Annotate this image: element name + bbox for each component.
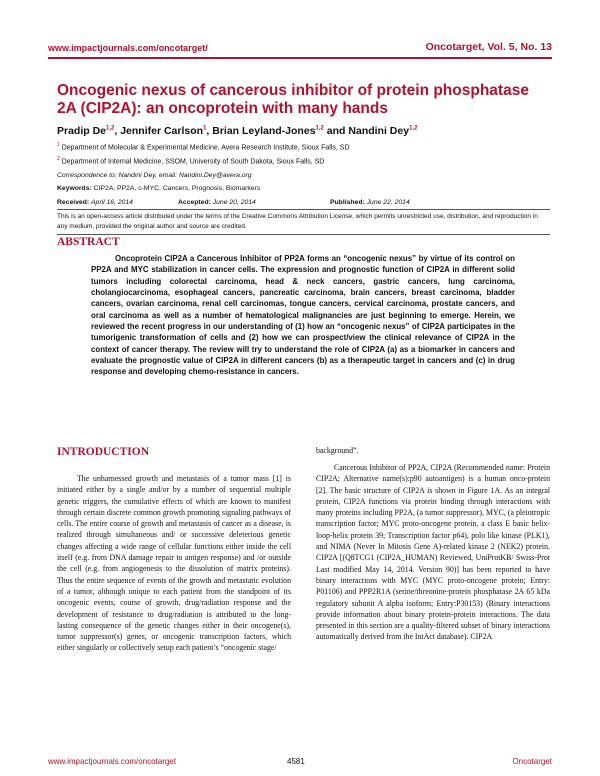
affiliation-number: 2 [57, 156, 60, 162]
footer-journal: Oncotarget [512, 757, 552, 766]
author-name: Jennifer Carlson [120, 125, 204, 137]
published-date [330, 199, 410, 206]
author-affiliation-mark: 1,2 [409, 125, 418, 132]
author-separator: and [323, 125, 349, 137]
author-affiliation-mark: 1,2 [315, 125, 324, 132]
abstract-heading: ABSTRACT [57, 236, 120, 248]
accepted-date [178, 199, 256, 206]
footer-url[interactable]: www.impactjournals.com/oncotarget [48, 757, 177, 766]
affiliation [57, 156, 324, 165]
keywords [57, 185, 260, 192]
header-journal-info: Oncotarget, Vol. 5, No. 13 [425, 41, 552, 53]
intro-column-2-continuation: background”. [316, 446, 359, 455]
affiliation-number: 1 [57, 142, 60, 148]
affiliation-text: Department of Molecular & Experimental Medicine, Avera Research Institute, Sioux Falls, SD [61, 144, 350, 152]
author-affiliation-mark: 1 [203, 125, 207, 132]
article-title: Oncogenic nexus of cancerous inhibitor of protein phosphatase 2A (CIP2A): an oncoprotein with many hands [57, 82, 529, 117]
received-date [57, 199, 133, 206]
correspondence-name: Nandini Dey, [118, 172, 158, 179]
license-statement: This is an open-access article distributed under the terms of the Creative Commons Attribution License, which permits unrestricted use, distribution, and reproduction in any medium, provided the original author and source are credited. [57, 213, 538, 230]
keywords-text: CIP2A, PP2A, c-MYC, Cancers, Prognosis, Biomarkers [93, 185, 261, 192]
intro-column-2: Cancerous Inhibitor of PP2A, CIP2A (Recommended name: Protein CIP2A; Alternative name(s):p90 autoantigen) is a human onco-protein [2]. The basic structure of CIP2A is shown in Figure 1A. As an integral protein, CIP2A functions via protein binding through interactions with many proteins including PP2A, (a tumor suppressor), MYC, (a pleiotropic transcription factor; MYC proto-oncogene protein, a class E basic helix-loop-helix protein 39; Transcription factor p64), polo like kinase (PLK1), and NIMA (Never In Mitosis Gene A)-related kinase 2 (NEK2) protein. CIP2A [(Q8TCG1 (CIP2A_HUMAN) Reviewed, UniProtKB/ Swiss-Prot Last modified May 14, 2014. Version 90)] has been reported to have binary interactions with MYC (MYC proto-oncogene protein; Entry: P01106) and PPP2R1A (serine/threonine-protein phosphatase 2A 65 kDa regulatory subunit A alpha isoform; Entry:P30153) (Binary interactions provide information about binary protein-protein interactions. The data presented in this section are a quality-filtered subset of binary interactions automatically derived from the IntAct database). CIP2A [316, 463, 550, 642]
header-url[interactable]: www.impactjournals.com/oncotarget/ [48, 43, 208, 53]
correspondence-email[interactable]: Nandini.Dey@avera.org [178, 172, 252, 179]
author-name: Nandini Dey [348, 125, 410, 137]
page-number: 4581 [287, 757, 305, 766]
accepted-value: June 20, 2014 [212, 199, 256, 206]
affiliation [57, 142, 350, 151]
author-affiliation-mark: 1,2 [106, 125, 115, 132]
license-divider [57, 234, 550, 235]
author-name: Brian Leyland-Jones [212, 125, 316, 137]
correspondence [57, 172, 252, 179]
published-label: Published: [330, 199, 365, 206]
published-value: June 22, 2014 [366, 199, 410, 206]
author-name: Pradip De [57, 125, 107, 137]
accepted-label: Accepted: [178, 199, 211, 206]
keywords-label: Keywords: [57, 185, 92, 192]
author-separator: , [206, 125, 213, 137]
affiliation-text: Department of Internal Medicine, SSOM, University of South Dakota, Sioux Falls, SD [61, 158, 325, 166]
received-label: Received: [57, 199, 90, 206]
meta-divider [57, 209, 550, 210]
intro-column-1: The unharnessed growth and metastasis of a tumor mass [1] is initiated either by a single and/or by a number of sequential multiple genetic triggers, the cumulative effects of which are known to manifest through certain discrete common growth promoting signaling pathways of cells. The entire course of growth and metastasis of cancer as a disease, is realized through simultaneous and/ or successive deleterious genetic changes affecting a wide range of cellular functions either inside the cell itself (e.g. from DNA damage repair to antigen response) and /or outside the cell (e.g. from angiogenesis to the dissolution of matrix proteins). Thus the entire sequence of events of the growth and metastatic evolution of a tumor, although unique to each patient from the standpoint of its oncogenic events, course of growth, drug/radiation response and the development of resistance to drug/radiation is attributed to the long-lasting consequence of the genetic changes either in their oncogene(s), tumor suppressor(s) genes, or oncogenic transcription factors, which either singularly or collectively setup each patient’s “oncogenic stage/ [57, 474, 291, 653]
correspondence-label: Correspondence to: [57, 172, 117, 179]
received-value: April 16, 2014 [91, 199, 133, 206]
email-label: email: [158, 172, 178, 179]
author-separator: , [114, 125, 121, 137]
author-list [57, 125, 417, 137]
header-divider [48, 57, 552, 59]
introduction-heading: INTRODUCTION [57, 446, 150, 458]
abstract-text: Oncoprotein CIP2A a Cancerous Inhibitor of PP2A forms an “oncogenic nexus” by virtue of its control on PP2A and MYC stabilization in cancer cells. The expression and prognostic function of CIP2A in different solid tumors including colorectal carcinoma, head & neck cancers, gastric cancers, lung carcinoma, cholangiocarcinoma, esophageal cancers, pancreatic carcinoma, brain cancers, breast carcinoma, bladder cancers, ovarian carcinoma, renal cell carcinomas, tongue cancers, cervical carcinoma, prostate cancers, and oral carcinoma as well as a number of hematological malignancies are just beginning to emerge. Herein, we reviewed the recent progress in our understanding of (1) how an “oncogenic nexus” of CIP2A participates in the tumorigenic transformation of cells and (2) how we can prospect/view the clinical relevance of CIP2A in the context of cancer therapy. The review will try to understand the role of CIP2A (a) as a biomarker in cancers and evaluate the prognostic value of CIP2A in different cancers (b) as a therapeutic target in cancers and (c) in drug response and developing chemo-resistance in cancers. [91, 254, 515, 377]
